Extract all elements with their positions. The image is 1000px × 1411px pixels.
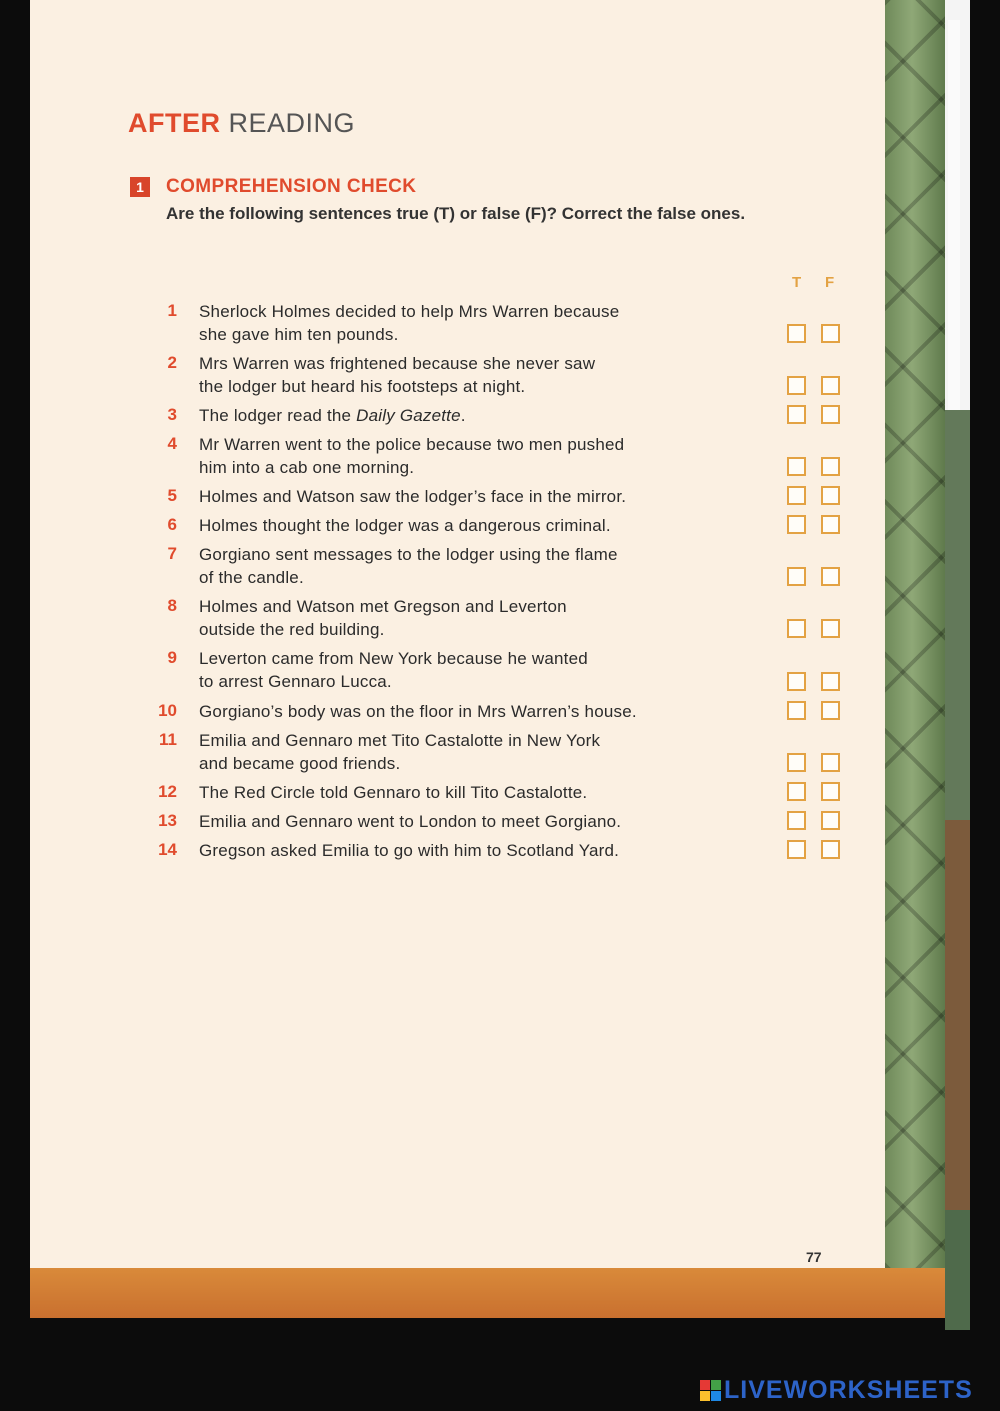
heading-accent: AFTER [128, 108, 221, 138]
question-number: 10 [158, 701, 177, 720]
question-number: 2 [167, 353, 177, 372]
question-line: The lodger read the [199, 406, 357, 425]
question-line: Gregson asked Emilia to go with him to Scotland Yard. [199, 841, 620, 860]
true-checkbox[interactable] [787, 672, 806, 691]
false-checkbox[interactable] [821, 672, 840, 691]
true-checkbox[interactable] [787, 405, 806, 424]
question-text [199, 839, 759, 862]
question-number: 8 [167, 596, 177, 615]
question-text [199, 810, 759, 833]
question-number: 4 [167, 434, 177, 453]
true-checkbox[interactable] [787, 567, 806, 586]
question-line: Mrs Warren was frightened because she never saw [199, 354, 596, 373]
question-text [199, 514, 759, 537]
page-number: 77 [806, 1249, 822, 1265]
false-checkbox[interactable] [821, 376, 840, 395]
question-line: of the candle. [199, 568, 304, 587]
question-line: and became good friends. [199, 754, 401, 773]
question-text [199, 485, 759, 508]
watermark-text: LIVEWORKSHEETS [724, 1376, 973, 1404]
section-title: COMPREHENSION CHECK [166, 176, 417, 197]
question-line: she gave him ten pounds. [199, 325, 399, 344]
question-number: 14 [158, 840, 177, 859]
question-text [199, 352, 759, 398]
question-line: him into a cab one morning. [199, 458, 415, 477]
true-checkbox[interactable] [787, 840, 806, 859]
false-checkbox[interactable] [821, 782, 840, 801]
false-checkbox[interactable] [821, 701, 840, 720]
true-checkbox[interactable] [787, 457, 806, 476]
true-checkbox[interactable] [787, 376, 806, 395]
question-line: Sherlock Holmes decided to help Mrs Warren because [199, 302, 620, 321]
false-checkbox[interactable] [821, 753, 840, 772]
false-checkbox[interactable] [821, 811, 840, 830]
false-checkbox[interactable] [821, 486, 840, 505]
section-number-badge: 1 [130, 177, 150, 197]
true-checkbox[interactable] [787, 753, 806, 772]
instructions: Are the following sentences true (T) or false (F)? Correct the false ones. [166, 204, 746, 223]
question-line: the lodger but heard his footsteps at night. [199, 377, 526, 396]
true-checkbox[interactable] [787, 811, 806, 830]
question-line: Mr Warren went to the police because two men pushed [199, 435, 625, 454]
false-column-label: F [825, 274, 835, 291]
question-line: to arrest Gennaro Lucca. [199, 672, 392, 691]
question-line: The Red Circle told Gennaro to kill Tito Castalotte. [199, 783, 588, 802]
question-number: 11 [159, 730, 177, 749]
false-checkbox[interactable] [821, 840, 840, 859]
question-line: Leverton came from New York because he wanted [199, 649, 588, 668]
question-line: Holmes and Watson saw the lodger’s face in the mirror. [199, 487, 627, 506]
question-line-end: . [460, 406, 466, 425]
question-number: 13 [158, 811, 177, 830]
question-text [199, 433, 759, 479]
heading-rest: READING [228, 108, 356, 138]
question-text [199, 543, 759, 589]
question-text [199, 647, 759, 693]
question-number: 12 [158, 782, 177, 801]
question-text [199, 300, 759, 346]
false-checkbox[interactable] [821, 324, 840, 343]
page-bottom-band [30, 1268, 945, 1318]
question-number: 7 [167, 544, 177, 563]
question-line: Emilia and Gennaro went to London to meet Gorgiano. [199, 812, 622, 831]
question-line: Emilia and Gennaro met Tito Castalotte in New York [199, 731, 601, 750]
question-line: Holmes thought the lodger was a dangerous criminal. [199, 516, 611, 535]
true-checkbox[interactable] [787, 619, 806, 638]
question-text [199, 729, 759, 775]
true-checkbox[interactable] [787, 782, 806, 801]
question-line: Gorgiano sent messages to the lodger using the flame [199, 545, 618, 564]
decorative-side-pattern [885, 0, 945, 1268]
true-checkbox[interactable] [787, 324, 806, 343]
question-number: 1 [167, 301, 177, 320]
question-line: outside the red building. [199, 620, 385, 639]
question-text [199, 700, 759, 723]
true-checkbox[interactable] [787, 486, 806, 505]
true-checkbox[interactable] [787, 701, 806, 720]
question-number: 9 [167, 648, 177, 667]
true-checkbox[interactable] [787, 515, 806, 534]
false-checkbox[interactable] [821, 567, 840, 586]
question-text [199, 404, 759, 427]
question-number: 5 [167, 486, 177, 505]
question-line: Gorgiano’s body was on the floor in Mrs Warren’s house. [199, 702, 637, 721]
page-heading [128, 108, 355, 139]
liveworksheets-logo-icon [700, 1380, 721, 1401]
false-checkbox[interactable] [821, 515, 840, 534]
question-number: 6 [167, 515, 177, 534]
false-checkbox[interactable] [821, 619, 840, 638]
false-checkbox[interactable] [821, 405, 840, 424]
question-text [199, 781, 759, 804]
false-checkbox[interactable] [821, 457, 840, 476]
question-line: Holmes and Watson met Gregson and Leverton [199, 597, 567, 616]
true-column-label: T [792, 274, 802, 291]
back-page-edge [948, 20, 960, 410]
newspaper-title: Daily Gazette [356, 406, 461, 425]
question-text [199, 595, 759, 641]
question-number: 3 [167, 405, 177, 424]
